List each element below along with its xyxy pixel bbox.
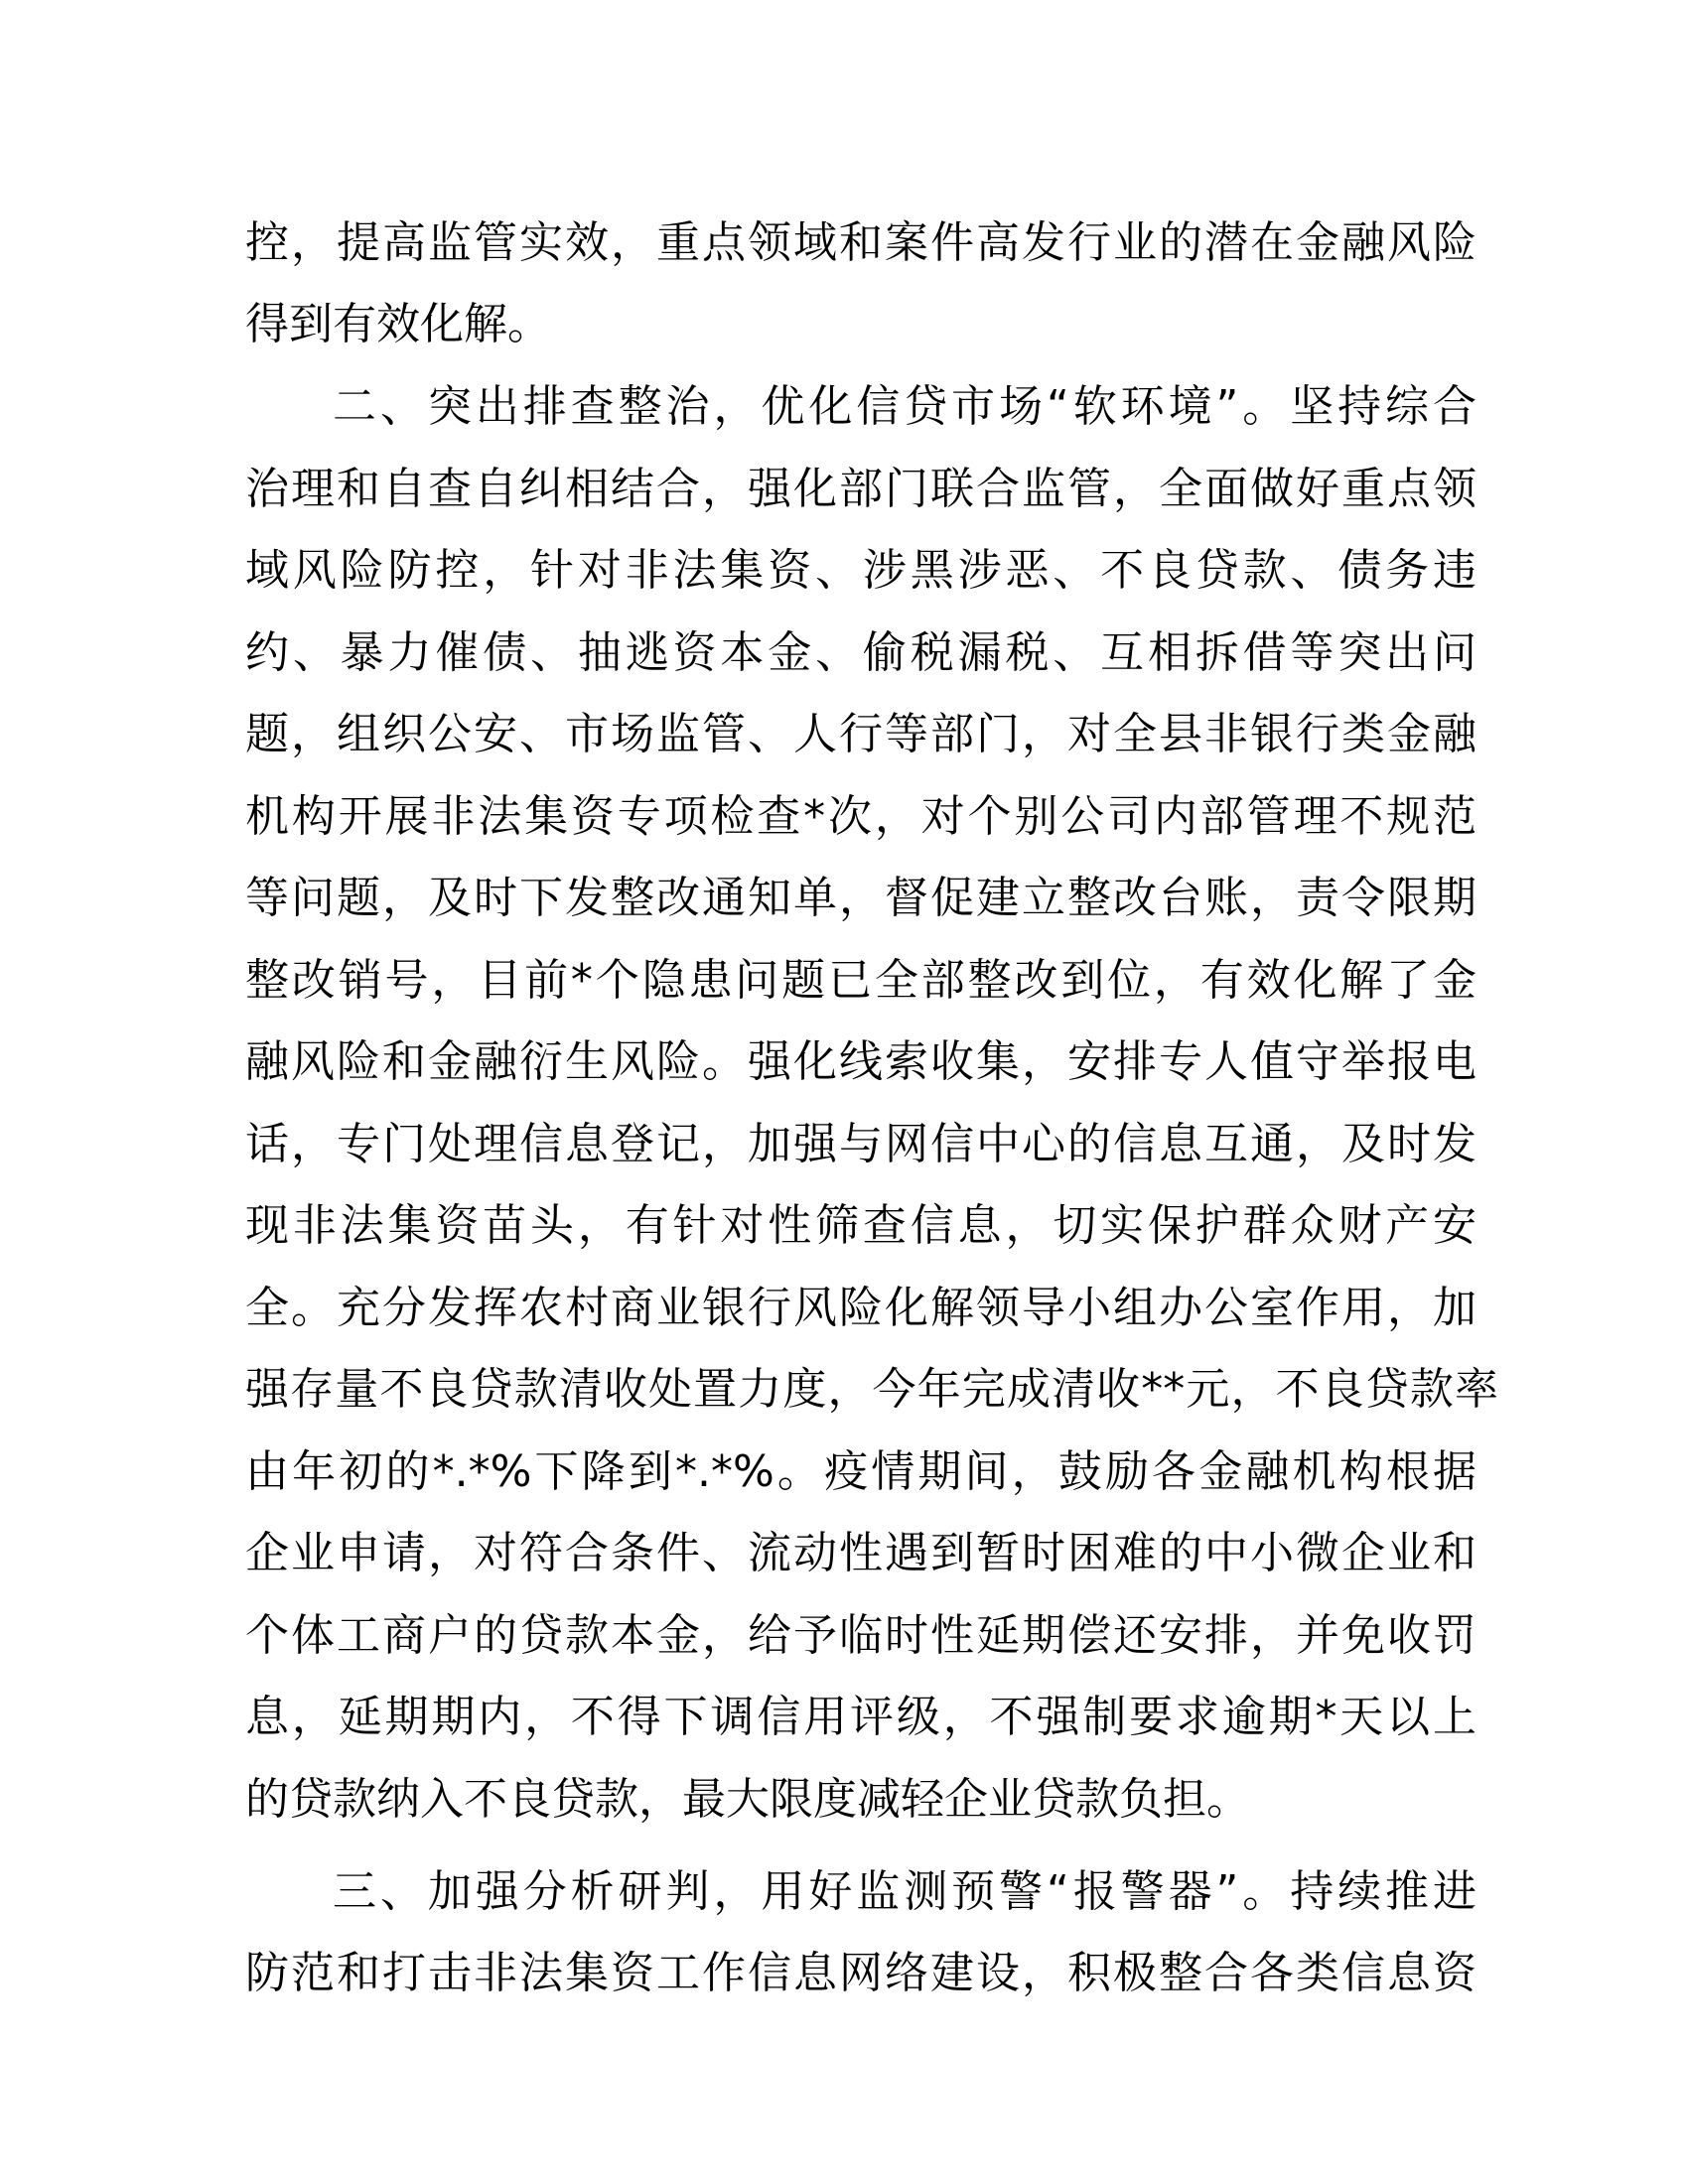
text-line: 个体工商户的贷款本金，给予临时性延期偿还安排，并免收罚	[245, 1610, 1477, 1661]
text-line: 控，提高监管实效，重点领域和案件高发行业的潜在金融风险	[245, 217, 1477, 268]
text-line: 息，延期期内，不得下调信用评级，不强制要求逾期*天以上	[245, 1692, 1477, 1742]
section-heading-line: 二、突出排查整治，优化信贷市场“软环境”。坚持综合	[333, 381, 1477, 432]
text-line: 融风险和金融衍生风险。强化线索收集，安排专人值守举报电	[245, 1036, 1477, 1087]
text-line: 机构开展非法集资专项检查*次，对个别公司内部管理不规范	[245, 791, 1477, 842]
text-line: 得到有效化解。	[245, 299, 551, 349]
text-line: 由年初的*.*%下降到*.*%。疫情期间，鼓励各金融机构根据	[245, 1446, 1477, 1497]
text-line: 话，专门处理信息登记，加强与网信中心的信息互通，及时发	[245, 1119, 1477, 1169]
text-line: 的贷款纳入不良贷款，最大限度减轻企业贷款负担。	[245, 1774, 1250, 1825]
text-line: 现非法集资苗头，有针对性筛查信息，切实保护群众财产安	[245, 1200, 1477, 1251]
text-line: 等问题，及时下发整改通知单，督促建立整改台账，责令限期	[245, 873, 1477, 923]
text-line: 治理和自查自纠相结合，强化部门联合监管，全面做好重点领	[245, 464, 1477, 514]
text-line: 整改销号，目前*个隐患问题已全部整改到位，有效化解了金	[245, 955, 1477, 1006]
text-line: 企业申请，对符合条件、流动性遇到暂时困难的中小微企业和	[245, 1528, 1477, 1578]
section-heading-line: 三、加强分析研判，用好监测预警“报警器”。持续推进	[333, 1866, 1477, 1917]
text-line: 题，组织公安、市场监管、人行等部门，对全县非银行类金融	[245, 709, 1477, 759]
text-line: 域风险防控，针对非法集资、涉黑涉恶、不良贷款、债务违	[245, 545, 1477, 596]
text-line: 防范和打击非法集资工作信息网络建设，积极整合各类信息资	[245, 1948, 1477, 1998]
text-line: 强存量不良贷款清收处置力度，今年完成清收**元，不良贷款率	[245, 1364, 1498, 1415]
text-line: 约、暴力催债、抽逃资本金、偷税漏税、互相拆借等突出问	[245, 627, 1477, 678]
text-line: 全。充分发挥农村商业银行风险化解领导小组办公室作用，加	[245, 1283, 1477, 1333]
